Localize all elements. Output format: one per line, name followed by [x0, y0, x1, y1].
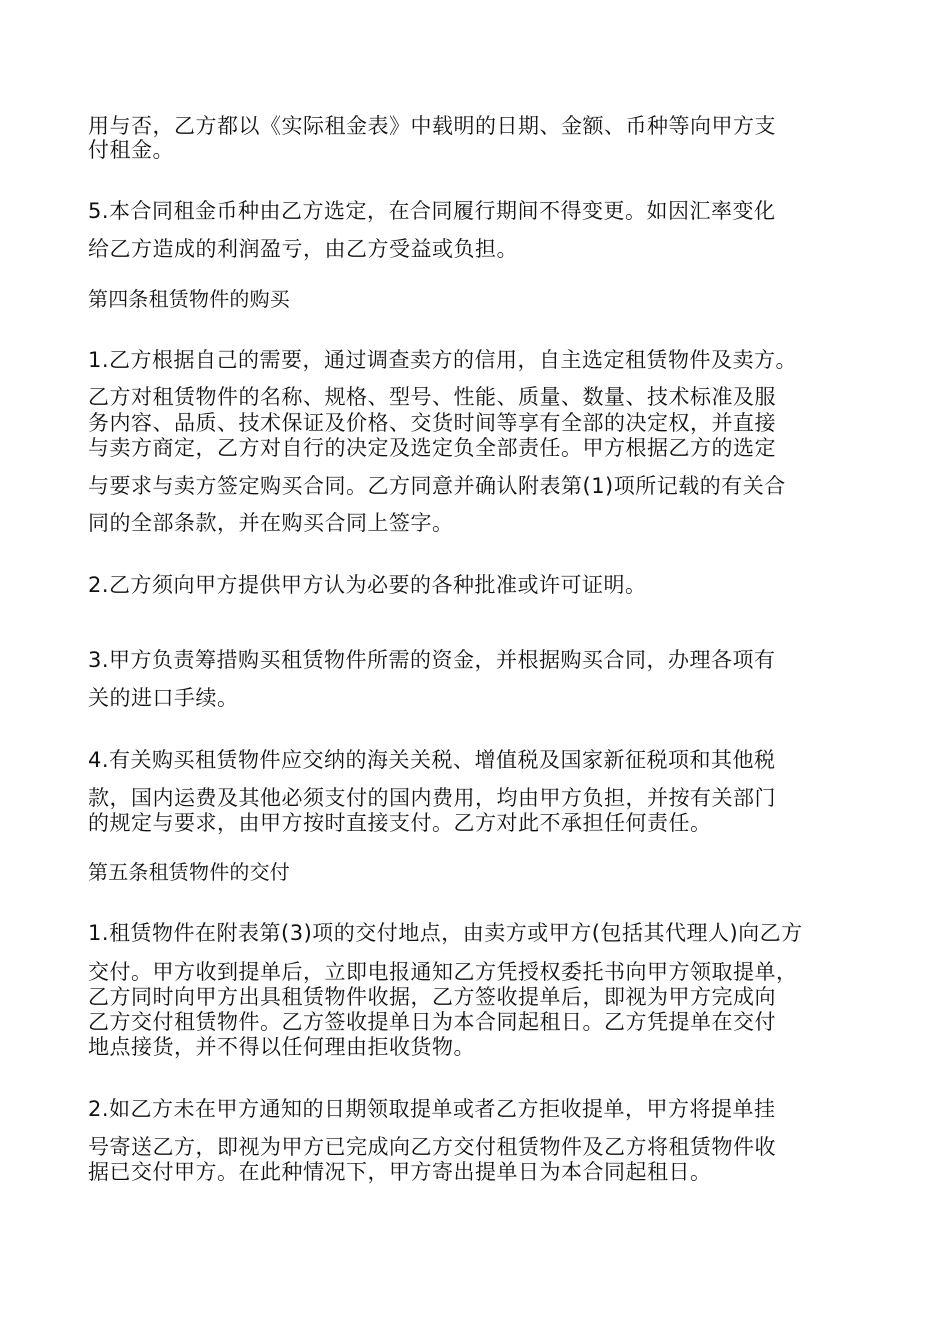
text-line: 与卖方商定，乙方对自行的决定及选定负全部责任。甲方根据乙方的选定 — [88, 436, 776, 460]
text-line: 2.如乙方未在甲方通知的日期领取提单或者乙方拒收提单，甲方将提单挂 — [88, 1097, 776, 1121]
text-line: 交付。甲方收到提单后，立即电报通知乙方凭授权委托书向甲方领取提单， — [88, 960, 798, 984]
text-line: 号寄送乙方，即视为甲方已完成向乙方交付租赁物件及乙方将租赁物件收 — [88, 1135, 776, 1159]
text-line: 1.租赁物件在附表第(3)项的交付地点，由卖方或甲方(包括其代理人)向乙方 — [88, 921, 803, 945]
text-line: 3.甲方负责筹措购买租赁物件所需的资金，并根据购买合同，办理各项有 — [88, 648, 776, 672]
text-line: 与要求与卖方签定购买合同。乙方同意并确认附表第(1)项所记载的有关合 — [88, 474, 786, 498]
text-line: 乙方对租赁物件的名称、规格、型号、性能、质量、数量、技术标准及服 — [88, 385, 776, 409]
text-line: 2.乙方须向甲方提供甲方认为必要的各种批准或许可证明。 — [88, 573, 647, 597]
section-heading: 第五条租赁物件的交付 — [88, 860, 290, 884]
text-line: 款，国内运费及其他必须支付的国内费用，均由甲方负担，并按有关部门 — [88, 786, 776, 810]
text-line: 据已交付甲方。在此种情况下，甲方寄出提单日为本合同起租日。 — [88, 1160, 712, 1184]
text-line: 的规定与要求，由甲方按时直接支付。乙方对此不承担任何责任。 — [88, 811, 712, 835]
text-line: 乙方交付租赁物件。乙方签收提单日为本合同起租日。乙方凭提单在交付 — [88, 1010, 776, 1034]
text-line: 同的全部条款，并在购买合同上签字。 — [88, 511, 454, 535]
text-line: 付租金。 — [88, 138, 174, 162]
text-line: 4.有关购买租赁物件应交纳的海关关税、增值税及国家新征税项和其他税 — [88, 748, 776, 772]
text-line: 地点接货，并不得以任何理由拒收货物。 — [88, 1035, 475, 1059]
text-line: 乙方同时向甲方出具租赁物件收据，乙方签收提单后，即视为甲方完成向 — [88, 985, 776, 1009]
text-line: 5.本合同租金币种由乙方选定，在合同履行期间不得变更。如因汇率变化 — [88, 199, 776, 223]
text-line: 1.乙方根据自己的需要，通过调查卖方的信用，自主选定租赁物件及卖方。 — [88, 348, 798, 372]
section-heading: 第四条租赁物件的购买 — [88, 287, 290, 311]
text-line: 务内容、品质、技术保证及价格、交货时间等享有全部的决定权，并直接 — [88, 411, 776, 435]
text-line: 用与否，乙方都以《实际租金表》中载明的日期、金额、币种等向甲方支 — [88, 114, 776, 138]
text-line: 关的进口手续。 — [88, 686, 239, 710]
text-line: 给乙方造成的利润盈亏，由乙方受益或负担。 — [88, 237, 518, 261]
